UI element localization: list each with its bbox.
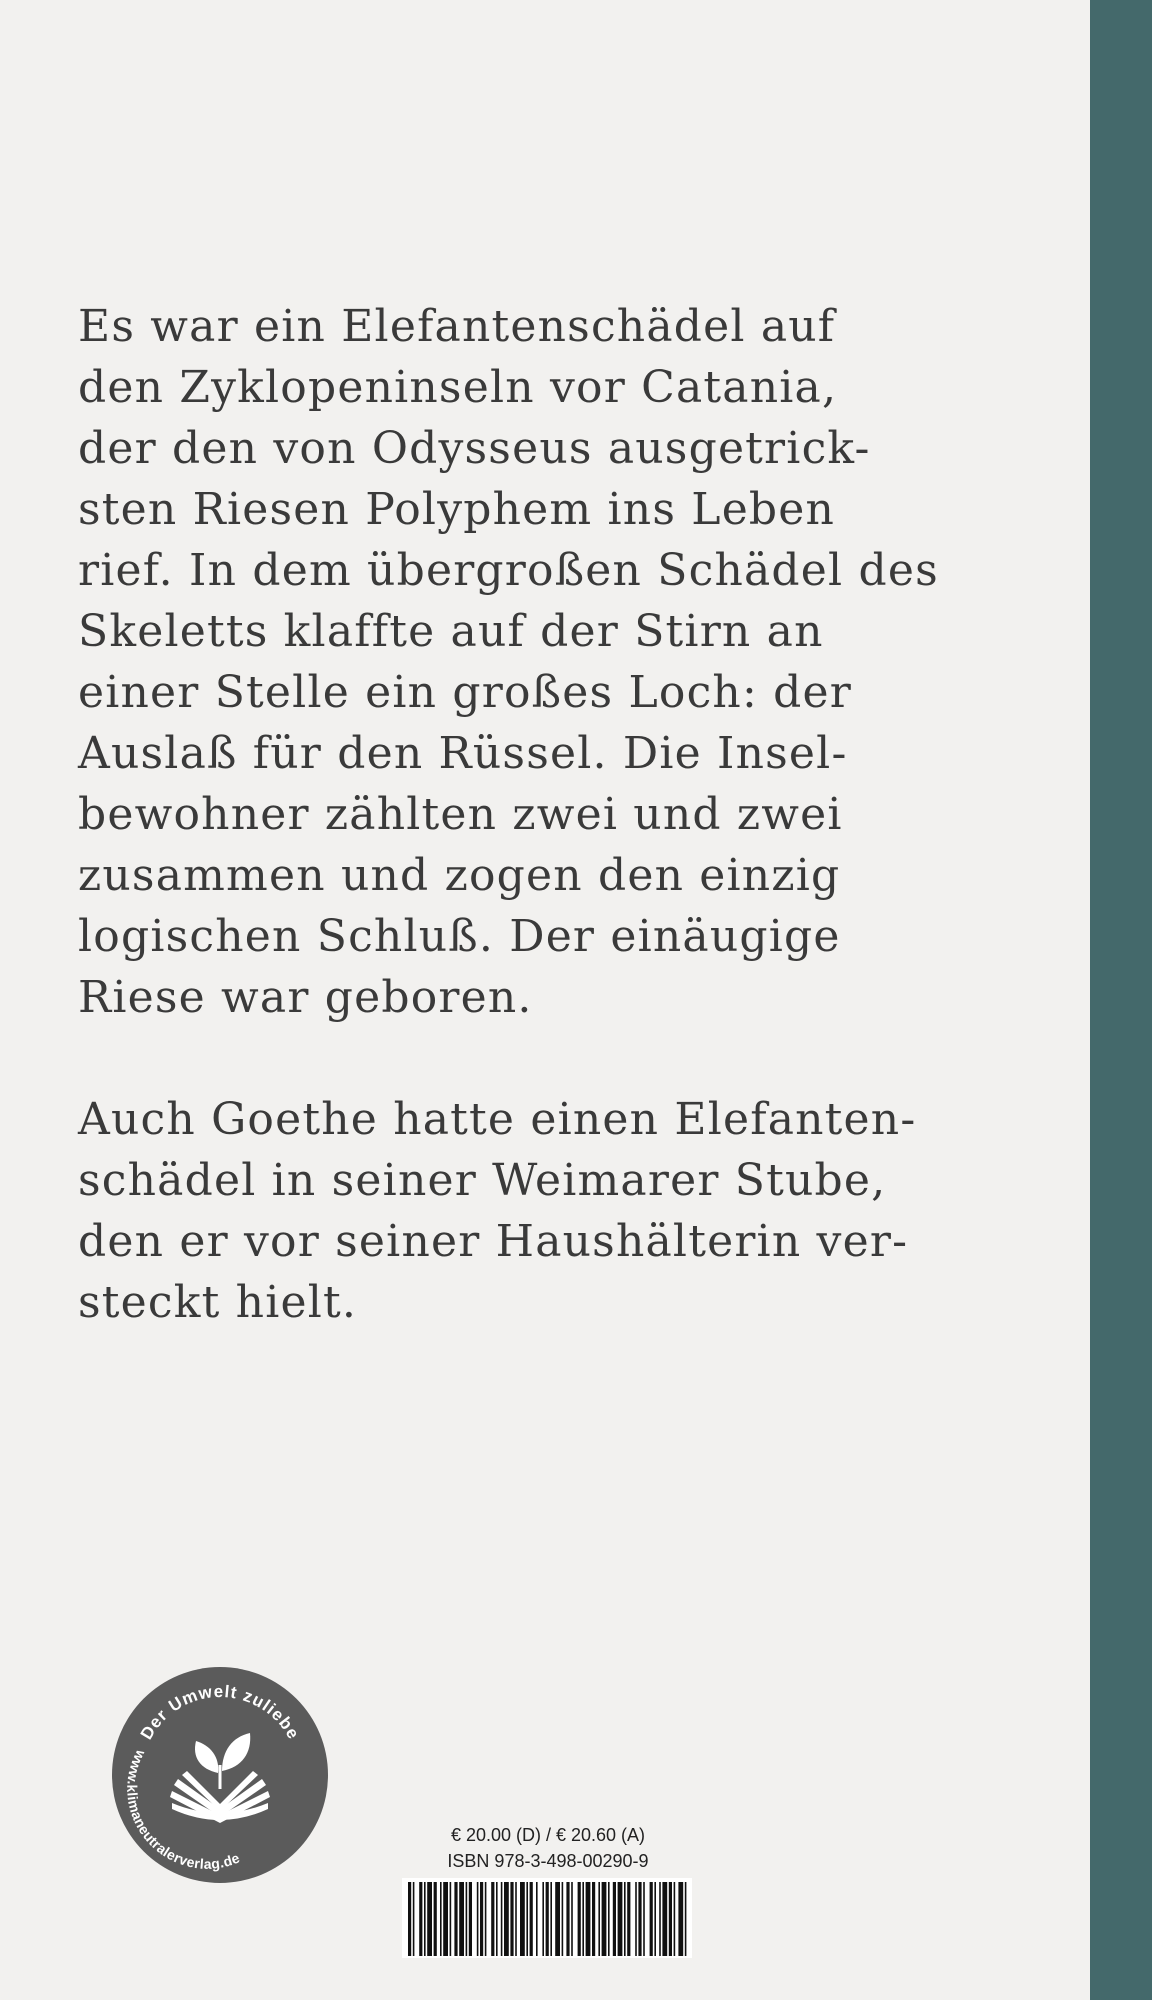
barcode-bar [618,1882,623,1956]
seal-top-text: Der Umwelt zuliebe [136,1681,304,1743]
barcode-bar [627,1882,630,1956]
barcode-bar [469,1882,472,1956]
barcode-bar [491,1882,494,1956]
barcode-bar [608,1882,610,1956]
barcode-bar [662,1882,667,1956]
barcode-bar [424,1882,426,1956]
barcode-bar [450,1882,452,1956]
text-line: Skeletts klaffte auf der Stirn an [78,606,824,657]
price-block [418,1822,678,1874]
barcode-bar [520,1882,525,1956]
barcode-bar [674,1882,676,1956]
barcode-bar [613,1882,616,1956]
barcode-bar [685,1882,687,1956]
barcode-bar [602,1882,607,1956]
blurb-paragraph-2 [78,1089,1078,1333]
barcode-bar [578,1882,581,1956]
blurb-paragraph-1 [78,296,1078,1028]
barcode-bar [419,1882,422,1956]
barcode-bar [550,1882,552,1956]
barcode-bar [659,1882,661,1956]
text-line: logischen Schluß. Der einäugige [78,911,841,962]
text-line: bewohner zählten zwei und zwei [78,789,843,840]
barcode-bar [485,1882,487,1956]
barcode-bar [582,1882,584,1956]
barcode-bar [530,1882,533,1956]
text-line: sten Riesen Polyphem ins Leben [78,484,836,535]
text-line: den Zyklopeninseln vor Catania, [78,362,838,413]
barcode-bar [635,1882,637,1956]
barcode [402,1878,692,1958]
blurb-text [78,296,1078,1333]
barcode-bar [408,1882,411,1956]
barcode-bar [504,1882,509,1956]
climate-neutral-seal [110,1665,330,1885]
text-line: schädel in seiner Weimarer Stube, [78,1155,887,1206]
barcode-bar [638,1882,641,1956]
barcode-bar [501,1882,503,1956]
barcode-bar [586,1882,591,1956]
price-text: € 20.00 (D) / € 20.60 (A) [450,1825,646,1845]
barcode-bar [546,1882,549,1956]
barcode-bar [480,1882,483,1956]
text-line: Auslaß für den Rüssel. Die Insel- [78,728,848,779]
barcode-bar [592,1882,595,1956]
barcode-bar [669,1882,672,1956]
barcode-bar [624,1882,626,1956]
barcode-bar [515,1882,517,1956]
seal-bottom-text: www.klimaneutralerverlag.de [124,1747,242,1872]
barcode-bar [562,1882,564,1956]
text-line: rief. In dem übergroßen Schädel des [78,545,939,596]
barcode-bar [566,1882,569,1956]
barcode-bar [571,1882,573,1956]
barcode-bar [678,1882,683,1956]
text-line: Riese war geboren. [78,972,533,1023]
barcode-bar [477,1882,479,1956]
barcode-bar [542,1882,544,1956]
barcode-bar [598,1882,600,1956]
barcode-bar [526,1882,528,1956]
barcode-bar [650,1882,653,1956]
barcode-bar [654,1882,656,1956]
barcode-bar [536,1882,538,1956]
text-line: zusammen und zogen den einzig [78,850,841,901]
barcode-bar [459,1882,464,1956]
barcode-bar [440,1882,442,1956]
text-line: der den von Odysseus ausgetrick- [78,423,871,474]
text-line: einer Stelle ein großes Loch: der [78,667,853,718]
barcode-bar [496,1882,498,1956]
text-line: den er vor seiner Haushälterin ver- [78,1216,909,1267]
barcode-bar [454,1882,457,1956]
book-spine [1090,0,1152,2000]
text-line: Es war ein Elefantenschädel auf [78,301,836,352]
barcode-bar [643,1882,645,1956]
barcode-bar [466,1882,468,1956]
barcode-bar [443,1882,448,1956]
text-line: steckt hielt. [78,1277,358,1328]
barcode-bar [510,1882,513,1956]
barcode-bar [434,1882,437,1956]
text-line: Auch Goethe hatte einen Elefanten- [78,1094,917,1145]
barcode-bar [427,1882,432,1956]
barcode-bar [413,1882,415,1956]
isbn-text: ISBN 978-3-498-00290-9 [447,1851,649,1871]
barcode-bar [555,1882,560,1956]
